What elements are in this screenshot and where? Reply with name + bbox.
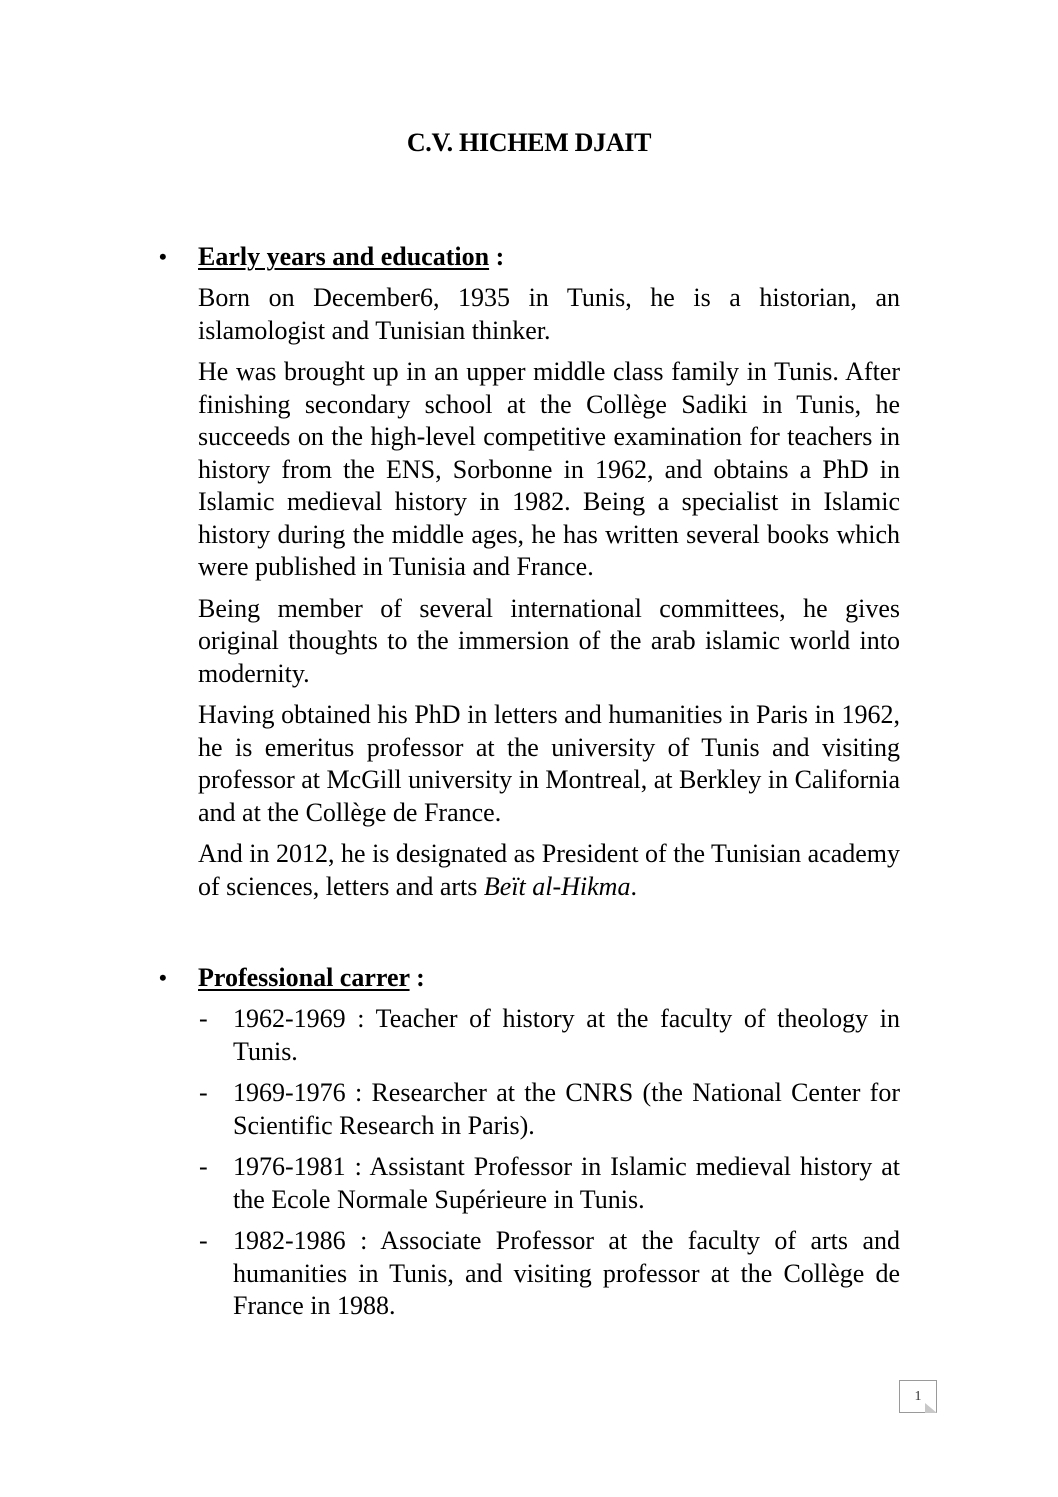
career-item-text: 1962-1969 : Teacher of history at the faculty of theology in Tunis. (233, 1004, 900, 1066)
paragraph-end: . (630, 871, 637, 901)
section-heading (155, 241, 900, 273)
bullet-icon: • (159, 965, 167, 990)
paragraph: He was brought up in an upper middle class family in Tunis. After finishing secondary school at the Collège Sadiki in Tunis, he succeeds on the high-level competitive examination for teachers in history from the ENS, Sorbonne in 1962, and obtains a PhD in Islamic medieval history in 1982. Being a specialist in Islamic history during the middle ages, he has written several books which were published in Tunisia and France. (198, 357, 900, 581)
heading-colon: : (409, 963, 425, 992)
dash-icon: - (199, 1226, 208, 1255)
career-item (198, 1077, 900, 1142)
career-item-text: 1976-1981 : Assistant Professor in Islamic medieval history at the Ecole Normale Supérieure in Tunis. (233, 1152, 900, 1214)
dash-icon: - (199, 1152, 208, 1181)
paragraph: Having obtained his PhD in letters and humanities in Paris in 1962, he is emeritus professor at the university of Tunis and visiting professor at McGill university in Montreal, at Berkley in California and at the Collège de France. (198, 700, 900, 827)
document-title: C.V. HICHEM DJAIT (406, 128, 652, 157)
career-item (198, 1003, 900, 1068)
italic-name: Beït al-Hikma (483, 871, 631, 901)
section-heading-text: Professional carrer (198, 963, 410, 992)
career-item (198, 1225, 900, 1323)
paragraph-beit-al-hikma (198, 838, 900, 903)
dash-icon: - (199, 1078, 208, 1107)
heading-colon: : (489, 242, 505, 271)
career-item (198, 1151, 900, 1216)
dash-icon: - (199, 1004, 208, 1033)
bullet-icon: • (159, 244, 167, 269)
page-curl-icon (925, 1403, 937, 1413)
career-item-text: 1982-1986 : Associate Professor at the faculty of arts and humanities in Tunis, and visiting professor at the Collège de France in 1988. (233, 1226, 900, 1320)
page-number: 1 (899, 1380, 937, 1413)
paragraph: Born on December6, 1935 in Tunis, he is a historian, an islamologist and Tunisian thinker. (198, 283, 900, 345)
paragraph: Being member of several international committees, he gives original thoughts to the immersion of the arab islamic world into modernity. (198, 593, 900, 688)
section-heading (155, 962, 900, 994)
section-professional-career (155, 962, 900, 1323)
section-heading-text: Early years and education (198, 242, 490, 271)
page-number-badge (899, 1380, 937, 1413)
paragraph-text: And in 2012, he is designated as President of the Tunisian academy of sciences, letters and arts (198, 839, 900, 901)
career-item-text: 1969-1976 : Researcher at the CNRS (the National Center for Scientific Research in Paris). (233, 1078, 900, 1140)
section-early-years (155, 241, 900, 903)
